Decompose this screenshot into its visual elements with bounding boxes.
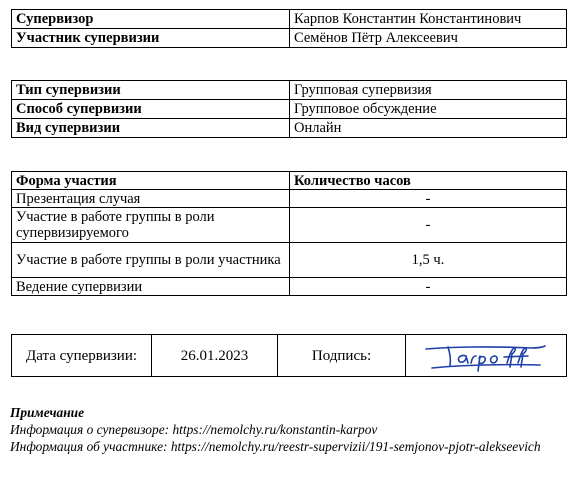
supervisor-label: Супервизор <box>12 10 290 29</box>
note-line-supervisor: Информация о супервизоре: https://nemolchy.ru/konstantin-karpov <box>10 422 378 437</box>
participation-hours: - <box>290 278 567 296</box>
participation-hours: - <box>290 208 567 243</box>
note-block <box>10 404 566 455</box>
method-value: Групповое обсуждение <box>290 100 567 119</box>
participation-hours-table <box>11 171 567 296</box>
kind-label: Вид супервизии <box>12 119 290 138</box>
participation-form: Участие в работе группы в роли супервизируемого <box>12 208 290 243</box>
table-row <box>12 208 567 243</box>
table-row <box>12 81 567 100</box>
supervisor-participant-table <box>11 9 567 48</box>
participant-value: Семёнов Пётр Алексеевич <box>290 29 567 48</box>
table-header-row <box>12 172 567 190</box>
handwritten-signature <box>406 335 567 376</box>
participation-form: Ведение супервизии <box>12 278 290 296</box>
method-label: Способ супервизии <box>12 100 290 119</box>
table-row <box>12 243 567 278</box>
type-label: Тип супервизии <box>12 81 290 100</box>
table-row <box>12 335 567 377</box>
column-header-hours: Количество часов <box>290 172 567 190</box>
table-row <box>12 10 567 29</box>
type-value: Групповая супервизия <box>290 81 567 100</box>
note-title: Примечание <box>10 405 85 420</box>
note-line-participant: Информация об участнике: https://nemolchy.ru/reestr-supervizii/191-semjonov-pjotr-alekseevich <box>10 439 541 454</box>
column-header-form: Форма участия <box>12 172 290 190</box>
table-row <box>12 190 567 208</box>
table-row <box>12 278 567 296</box>
supervisor-value: Карпов Константин Константинович <box>290 10 567 29</box>
participation-form: Презентация случая <box>12 190 290 208</box>
participation-hours: - <box>290 190 567 208</box>
participation-form: Участие в работе группы в роли участника <box>12 243 290 278</box>
date-label: Дата супервизии: <box>12 335 152 377</box>
signature-cell <box>406 335 567 377</box>
table-row <box>12 29 567 48</box>
participation-hours: 1,5 ч. <box>290 243 567 278</box>
participant-label: Участник супервизии <box>12 29 290 48</box>
table-row <box>12 119 567 138</box>
signature-label: Подпись: <box>278 335 406 377</box>
date-signature-table <box>11 334 567 377</box>
kind-value: Онлайн <box>290 119 567 138</box>
date-value: 26.01.2023 <box>152 335 278 377</box>
supervision-type-table <box>11 80 567 138</box>
table-row <box>12 100 567 119</box>
